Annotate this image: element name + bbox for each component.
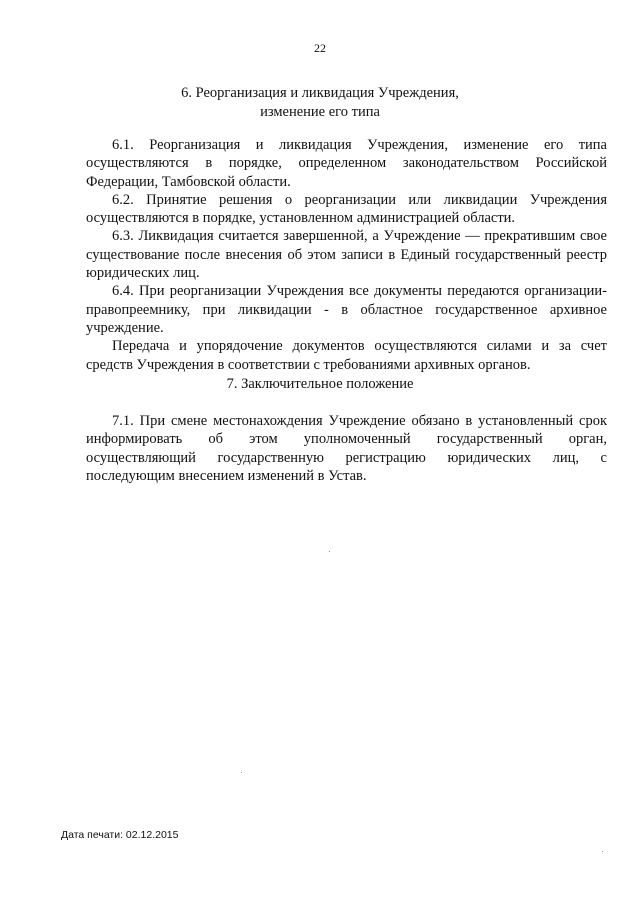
paragraph-6-2: 6.2. Принятие решения о реорганизации или ликвидации Учреждения осуществляются в порядке, установленном администрацией области. — [86, 191, 607, 227]
section-6-body — [86, 136, 607, 374]
section-6-title-line-2: изменение его типа — [260, 104, 380, 120]
scan-speck — [241, 772, 242, 773]
section-7-heading: 7. Заключительное положение — [226, 376, 414, 392]
paragraph-6-4: 6.4. При реорганизации Учреждения все документы передаются организации-правопреемнику, при ликвидации - в областное государственное архивное учреждение. — [86, 283, 607, 336]
paragraph-6-3: 6.3. Ликвидация считается завершенной, а Учреждение — прекратившим свое существование после внесения об этом записи в Единый государственный реестр юридических лиц. — [86, 228, 607, 282]
paragraph-6-archive-transfer: Передача и упорядочение документов осуществляются силами и за счет средств Учреждения в соответствии с требованиями архивных органов. — [86, 338, 607, 373]
paragraph-6-1: 6.1. Реорганизация и ликвидация Учреждения, изменение его типа осуществляются в порядке, определенном законодательством Российской Федерации, Тамбовской области. — [86, 137, 607, 190]
scan-speck — [329, 551, 330, 552]
page-number: 22 — [314, 41, 326, 55]
scan-speck — [602, 851, 603, 852]
print-date: Дата печати: 02.12.2015 — [61, 829, 179, 841]
section-6-heading — [0, 84, 640, 122]
section-7-body — [86, 412, 607, 485]
section-6-title-line-1: 6. Реорганизация и ликвидация Учреждения, — [181, 85, 459, 101]
paragraph-7-1: 7.1. При смене местонахождения Учреждение обязано в установленный срок информировать об этом уполномоченный государственный орган, осуществляющий государственную регистрацию юридических лиц, с последующим внесением изменений в Устав. — [86, 413, 607, 484]
